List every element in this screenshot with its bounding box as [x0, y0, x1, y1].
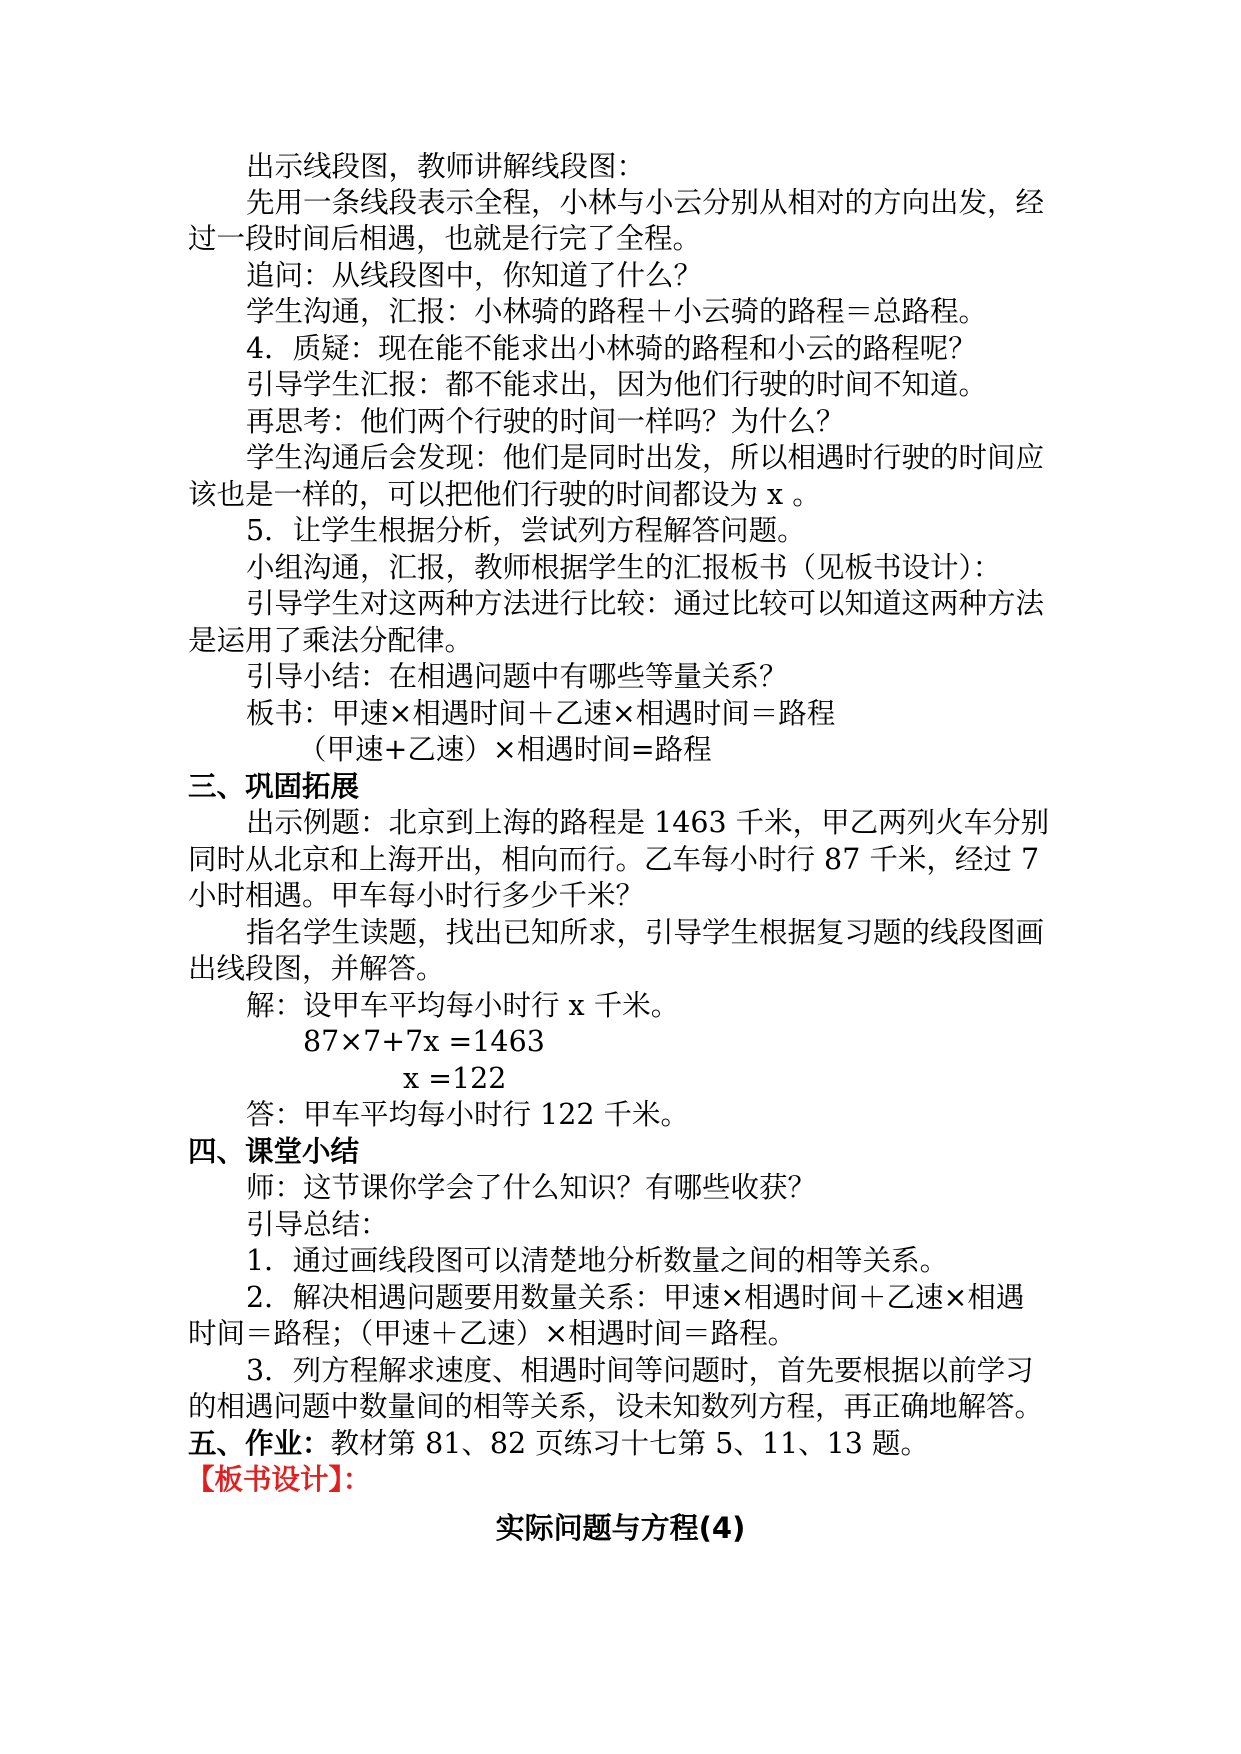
paragraph-line: 出线段图，并解答。 [188, 952, 445, 985]
equation-line: 87×7+7x =1463 [303, 1025, 545, 1058]
paragraph-line: 解：设甲车平均每小时行 x 千米。 [246, 989, 680, 1022]
board-design-label: 【板书设计】： [186, 1463, 372, 1496]
paragraph-line: 时间＝路程；（甲速＋乙速）×相遇时间＝路程。 [188, 1317, 797, 1350]
paragraph-line: 3．列方程解求速度、相遇时间等问题时，首先要根据以前学习 [246, 1354, 1034, 1387]
paragraph-line: 出示线段图，教师讲解线段图： [246, 150, 646, 183]
formula-line: （甲速+乙速）×相遇时间=路程 [298, 733, 712, 766]
section-heading: 三、巩固拓展 [188, 770, 360, 803]
paragraph-line: 同时从北京和上海开出，相向而行。乙车每小时行 87 千米，经过 7 [188, 843, 1040, 876]
paragraph-line: 师：这节课你学会了什么知识？有哪些收获？ [246, 1171, 817, 1204]
paragraph-line: 是运用了乘法分配律。 [188, 624, 474, 657]
paragraph-line: 1．通过画线段图可以清楚地分析数量之间的相等关系。 [246, 1244, 949, 1277]
paragraph-line: 引导学生汇报：都不能求出，因为他们行驶的时间不知道。 [246, 368, 988, 401]
section-heading: 四、课堂小结 [188, 1135, 360, 1168]
paragraph-line: 出示例题：北京到上海的路程是 1463 千米，甲乙两列火车分别 [246, 806, 1050, 839]
paragraph-line: 先用一条线段表示全程，小林与小云分别从相对的方向出发，经 [246, 186, 1045, 219]
paragraph-line: 引导学生对这两种方法进行比较：通过比较可以知道这两种方法 [246, 587, 1045, 620]
paragraph-line: 指名学生读题，找出已知所求，引导学生根据复习题的线段图画 [246, 916, 1045, 949]
paragraph-line: 学生沟通，汇报：小林骑的路程＋小云骑的路程＝总路程。 [246, 295, 988, 328]
paragraph-line: 过一段时间后相遇，也就是行完了全程。 [188, 222, 702, 255]
paragraph-line: 再思考：他们两个行驶的时间一样吗？为什么？ [246, 405, 845, 438]
paragraph-line: 4．质疑：现在能不能求出小林骑的路程和小云的路程呢？ [246, 332, 977, 365]
paragraph-line: 的相遇问题中数量间的相等关系，设未知数列方程，再正确地解答。 [188, 1390, 1044, 1423]
homework-line [188, 1425, 929, 1463]
equation-line: x =122 [403, 1062, 507, 1095]
homework-text: 教材第 81、82 页练习十七第 5、11、13 题。 [330, 1427, 929, 1460]
paragraph-line: 学生沟通后会发现：他们是同时出发，所以相遇时行驶的时间应 [246, 441, 1045, 474]
paragraph-line: 该也是一样的，可以把他们行驶的时间都设为 x 。 [188, 478, 821, 511]
paragraph-line: 小组沟通，汇报，教师根据学生的汇报板书（见板书设计）： [246, 551, 1002, 584]
board-title: 实际问题与方程(4) [495, 1511, 746, 1545]
paragraph-line: 5．让学生根据分析，尝试列方程解答问题。 [246, 514, 806, 547]
paragraph-line: 答：甲车平均每小时行 122 千米。 [246, 1098, 690, 1131]
paragraph-line: 小时相遇。甲车每小时行多少千米？ [188, 879, 645, 912]
paragraph-line: 2．解决相遇问题要用数量关系：甲速×相遇时间＋乙速×相遇 [246, 1281, 1025, 1314]
paragraph-line: 引导总结： [246, 1208, 389, 1241]
paragraph-line: 追问：从线段图中，你知道了什么？ [246, 259, 703, 292]
homework-label: 五、作业： [188, 1427, 331, 1460]
paragraph-line: 引导小结：在相遇问题中有哪些等量关系？ [246, 660, 788, 693]
paragraph-line: 板书：甲速×相遇时间＋乙速×相遇时间＝路程 [246, 697, 836, 730]
